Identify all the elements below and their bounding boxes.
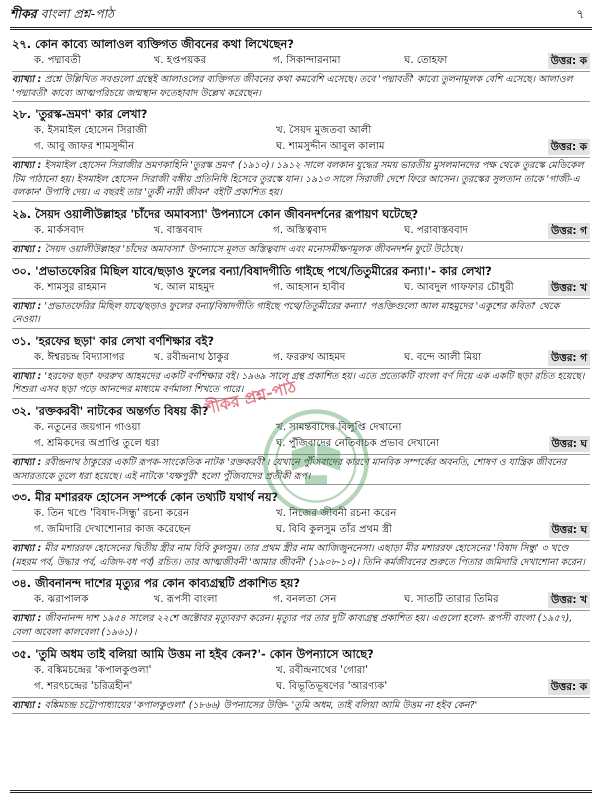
option-item: ক. তিন খণ্ডে 'বিষাদ-সিন্ধু' রচনা করেন [34, 508, 190, 520]
options-grid [34, 592, 590, 608]
option-item: গ. শরৎচন্দ্রের 'চরিত্রহীন' [34, 680, 133, 692]
option-item: গ. ফররুখ আহমদ [273, 351, 346, 363]
option-item: ক. ঝরাপালক [34, 594, 89, 606]
options-grid [34, 53, 590, 69]
option-item: ঘ. বন্দে আলী মিয়া [404, 351, 482, 363]
question-text [12, 333, 590, 350]
options-grid [34, 280, 590, 296]
question-stem: 'রক্তকরবী' নাটকের অন্তর্গত বিষয় কী? [35, 403, 209, 418]
question-text [12, 489, 590, 506]
option-item: খ. আল মাহমুদ [153, 281, 215, 293]
explanation [12, 241, 590, 259]
options-grid [34, 506, 590, 538]
explanation-label: ব্যাখ্যা : [12, 300, 45, 312]
question-number: ২৯. [12, 206, 32, 221]
watermark-text: শীকর প্রশ্ন-পাঠ [203, 377, 299, 418]
option-item: ক. ঈশ্বরচন্দ্র বিদ্যাসাগর [34, 351, 125, 363]
answer-badge: উত্তর: গ [548, 223, 590, 239]
answer-badge: উত্তর: ক [548, 679, 590, 695]
explanation-label: ব্যাখ্যা : [12, 74, 45, 85]
option-item: ঘ. বিভূতিভূষণের 'আরণ্যক' [276, 680, 388, 692]
question-text [12, 646, 590, 663]
question-text [12, 403, 590, 420]
question-stem: 'তুমি অধম তাই বলিয়া আমি উত্তম না হইব কেন?'- কোন উপন্যাসে আছে? [35, 646, 374, 661]
answer-badge: উত্তর: ঘ [549, 436, 590, 452]
question-stem: মীর মশাররফ হোসেন সম্পর্কে কোন তথ্যটি যথার্থ নয়? [35, 490, 279, 505]
page-header [10, 4, 592, 30]
question-block [12, 646, 590, 715]
question-text [12, 36, 590, 53]
option-item: ক. বঙ্কিমচন্দ্রের 'কপালকুণ্ডলা' [34, 664, 152, 676]
page-number: ৭ [576, 6, 584, 21]
explanation-text: 'প্রভাতফেরির মিছিল যাবে/ছড়াও ফুলের বন্যা/বিষাদগীতি গাইছে পথে/তিতুমীরের কন্যা।' পঙক্তিগুলো আল মাহমুদের 'একুশের কবিতা' থেকে নেওয়া। [12, 300, 560, 326]
answer-badge: উত্তর: খ [548, 280, 590, 296]
question-block [12, 403, 590, 485]
brand-subtitle: বাংলা প্রশ্ন-পাঠ [36, 5, 114, 21]
brand-title [10, 6, 114, 26]
question-text [12, 263, 590, 280]
question-text [12, 206, 590, 223]
option-item: ক. ইসমাইল হোসেন সিরাজী [34, 125, 148, 137]
option-item: ঘ. বিবি কুলসুম তাঁর প্রথম স্ত্রী [276, 524, 392, 536]
explanation-label: ব্যাখ্যা : [12, 613, 45, 625]
options-grid [34, 350, 590, 366]
question-stem: 'তুরস্ক-ভ্রমণ' কার লেখা? [35, 107, 148, 122]
explanation-text: ইসমাইল হোসেন সিরাজীর ভ্রমণকাহিনি 'তুরস্ক ভ্রমণ' (১৯১০)। ১৯১২ সালে বলকান যুদ্ধের সময় ভারতীয় মুসলমানদের পক্ষ থেকে তুরস্কে মেডিকেল টিম পাঠানো হয়। ইসমাইল হোসেন সিরাজী বঙ্গীয় প্রতিনিধি হিসেবে তুরস্কে যান। ১৯১৩ সালে সিরাজী দেশে ফিরে আসেন। তুরস্কের সুলতান তাকে 'গাজী-এ বলকান' উপাধি দেয়। এ বছরই তার 'তুর্কী নারী জীবন' বইটি প্রকাশিত হয়। [12, 160, 584, 199]
options-grid [34, 123, 590, 155]
explanation-label: ব্যাখ্যা : [12, 456, 45, 468]
question-stem: জীবনানন্দ দাশের মৃত্যুর পর কোন কাব্যগ্রন্থটি প্রকাশিত হয়? [35, 576, 300, 591]
question-block [12, 36, 590, 102]
option-item: ঘ. পুঁজিবাদের নেতিবাচক প্রভাব দেখানো [276, 437, 440, 449]
question-block [12, 206, 590, 259]
explanation-text: বঙ্কিমচন্দ্র চট্টোপাধ্যায়ের 'কপালকুণ্ডলা' (১৮৬৬) উপন্যাসের উক্তি- 'তুমি অধম, তাই বলিয়া আমি উত্তম না হইব কেন?' [44, 699, 478, 711]
option-item: গ. আবু জাফর শামসুদ্দীন [34, 141, 135, 153]
options-grid [34, 663, 590, 695]
question-block [12, 575, 590, 641]
question-block [12, 489, 590, 571]
option-item: খ. রবীন্দ্রনাথ ঠাকুর [153, 351, 230, 363]
option-item: ঘ. আবদুল গাফফার চৌধুরী [404, 281, 514, 293]
question-stem: সৈয়দ ওয়ালীউল্লাহর 'চাঁদের অমাবস্যা' উপন্যাসে কোন জীবনদর্শনের রূপায়ণ ঘটেছে? [35, 206, 419, 221]
question-number: ৩৩. [12, 490, 32, 505]
question-number: ৩২. [12, 403, 32, 418]
question-block [12, 263, 590, 329]
explanation-label: ব্যাখ্যা : [12, 243, 45, 255]
answer-badge: উত্তর: ক [548, 53, 590, 69]
answer-badge: উত্তর: খ [548, 592, 590, 608]
option-item: গ. অস্তিত্ববাদ [273, 224, 327, 236]
explanation-label: ব্যাখ্যা : [12, 370, 45, 382]
explanation-text: সৈয়দ ওয়ালীউল্লাহর 'চাঁদের অমাবস্যা' উপন্যাসে মূলত অস্তিত্ববাদ এবং মনোসমীক্ষণমূলক জীবনদর্শন ফুটে উঠেছে। [44, 243, 463, 255]
option-item: ঘ. তোহফা [404, 55, 448, 66]
explanation-text: মীর মশাররফ হোসেনের দ্বিতীয় স্ত্রীর নাম বিবি কুলসুম। তার প্রথম স্ত্রীর নাম আজিজুননেসা। এছাড়া মীর মশাররফ হোসেনের 'বিষাদ সিন্ধু' ৩ খণ্ডে (মহরম পর্ব, উদ্ধার পর্ব, এজিদ-বধ পর্ব) রচিত। তার আত্মজীবনী 'আমার জীবনী' (১৯০৮-১০)। তিনি কর্মজীবনের শুরুতে পিতার জমিদারি দেখাশোনা করেন। [12, 543, 585, 568]
option-item: ক. নতুনের জয়গান গাওয়া [34, 421, 141, 433]
option-item: গ. আহসান হাবীব [273, 281, 346, 293]
option-item: খ. হপ্তপয়কর [153, 55, 207, 66]
option-item: গ. জমিদারি দেখাশোনার কাজ করেছেন [34, 524, 191, 536]
explanation [12, 697, 590, 715]
answer-badge: উত্তর: গ [548, 350, 590, 366]
option-item: ক. পদ্মাবতী [34, 55, 81, 66]
explanation-text: জীবনানন্দ দাশ ১৯৫৪ সালের ২২শে অক্টোবর মৃত্যুবরণ করেন। মৃত্যুর পর তার দুটি কাব্যগ্রন্থ প্রকাশিত হয়। এগুলো হলো- রূপসী বাংলা (১৯৫৭), বেলা অবেলা কালবেলা (১৯৬১)। [12, 613, 573, 638]
option-item: খ. নিজের জীবনী রচনা করেন [276, 508, 397, 520]
option-item: গ. বনলতা সেন [273, 594, 337, 606]
options-grid [34, 420, 590, 452]
explanation-text: 'হরফের ছড়া' ফররুখ আহমদের একটি বর্ণশিক্ষার বই। ১৯৬৯ সালে গ্রন্থ প্রকাশিত হয়। এতে প্রত্যেকটি বাংলা বর্ণ দিয়ে এক একটি ছড়া রচিত হয়েছে। শিশুরা এসব ছড়া পড়ে আনন্দের মাধ্যমে বর্ণমালা শিখতে পারে। [12, 370, 585, 396]
explanation-text: প্রশ্নে উল্লিখিত সবগুলো গ্রন্থেই আলাওলের ব্যক্তিগত জীবনের কথা কমবেশি এসেছে। তবে 'পদ্মাবতী' কাব্যে তুলনামূলক বেশি এসেছে। আলাওল 'পদ্মাবতী' কাব্যে আত্মপরিচয়ে জন্মস্থান ফতেহাবাদ উল্লেখ করেছেন। [12, 74, 573, 99]
question-number: ৩৪. [12, 576, 32, 591]
question-block [12, 106, 590, 202]
option-item: ঘ. সাতটি তারার তিমির [404, 594, 499, 606]
question-text [12, 575, 590, 592]
explanation [12, 540, 590, 571]
option-item: গ. সিকান্দারনামা [273, 55, 341, 66]
question-stem: 'হরফের ছড়া' কার লেখা বর্ণশিক্ষার বই? [35, 333, 215, 348]
option-item: খ. রূপসী বাংলা [153, 594, 218, 606]
option-item: গ. শ্রমিকদের অপ্রাপ্তি তুলে ধরা [34, 437, 160, 449]
options-grid [34, 223, 590, 239]
option-item: ঘ. শামসুদ্দীন আবুল কালাম [276, 141, 385, 153]
question-list [12, 36, 590, 718]
explanation [12, 610, 590, 641]
explanation-label: ব্যাখ্যা : [12, 699, 45, 711]
explanation [12, 368, 590, 399]
explanation-text: রবীন্দ্রনাথ ঠাকুরের একটি রূপক-সাংকেতিক নাটক 'রক্তকরবী'। যেখানে পুঁজিবাদের কারণে মানবিক সম্পর্কের অবনতি, শোষণ ও যান্ত্রিক জীবনের অসারতাকে তুলে ধরা হয়েছে। এই নাটকে 'যক্ষপুরী' হলো পুঁজিবাদের প্রতীকী রূপ। [12, 456, 567, 482]
question-number: ৩০. [12, 263, 32, 278]
explanation [12, 454, 590, 485]
option-item: ঘ. পরাবাস্তববাদ [404, 224, 468, 236]
question-number: ৩৫. [12, 646, 32, 661]
answer-badge: উত্তর: ক [548, 139, 590, 155]
question-text [12, 106, 590, 123]
explanation-label: ব্যাখ্যা : [12, 543, 45, 555]
page-footer-rule [10, 790, 592, 798]
question-stem: 'প্রভাতফেরির মিছিল যাবে/ছড়াও ফুলের বন্যা/বিষাদগীতি গাইছে পথে/তিতুমীরের কন্যা।'- কার লেখা? [35, 263, 492, 278]
question-block [12, 333, 590, 399]
explanation [12, 157, 590, 202]
question-stem: কোন কাব্যে আলাওল ব্যক্তিগত জীবনের কথা লিখেছেন? [35, 37, 294, 51]
brand-main: শীকর [10, 5, 37, 21]
option-item: ক. মার্কসবাদ [34, 224, 85, 236]
option-item: খ. সামন্তবাদের বিলুপ্তি দেখানো [276, 421, 402, 433]
explanation [12, 298, 590, 329]
option-item: খ. সৈয়দ মুজতবা আলী [276, 125, 372, 137]
question-number: ২৮. [12, 107, 32, 122]
explanation [12, 71, 590, 102]
option-item: খ. বাস্তববাদ [153, 224, 203, 236]
answer-badge: উত্তর: ঘ [549, 522, 590, 538]
question-number: ২৭. [12, 37, 32, 51]
explanation-label: ব্যাখ্যা : [12, 160, 45, 172]
option-item: খ. রবীন্দ্রনাথের 'গোরা' [276, 664, 369, 676]
question-number: ৩১. [12, 333, 32, 348]
option-item: ক. শামসুর রাহমান [34, 281, 107, 293]
